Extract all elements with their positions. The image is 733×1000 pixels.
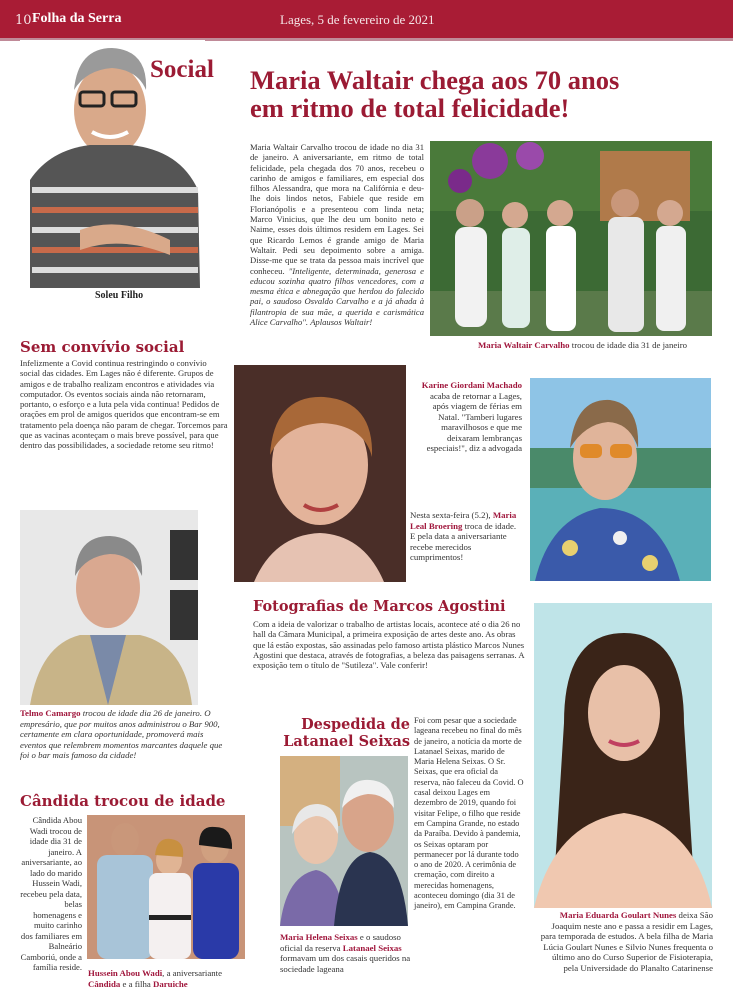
masthead: Folha da Serra xyxy=(32,11,122,26)
lead-body-text: Maria Waltair Carvalho trocou de idade no dia 31 de janeiro. A aniversariante, em ritmo de total felicidade, pela chegada dos 70 anos, recebeu o carinho de amigos e familiares, em especial dos filhos Alessandra, que mora na Califórnia e deu-lhe dois lindos netos, Fabiele que reside em Florianópolis e a presenteou com linda neta; Marco Vinicius, que lhe deu um bonito neto e Naime, esses dois últimos residem em Lages. Sei que Ricardo Lemos é grande amigo de Maria Waltair. Pedi seu depoimento sobre a amiga. Disse-me que se trata da pessoa mais incrível que conheceu. xyxy=(250,142,424,276)
latanael-caption-text2: formavam um dos casais queridos na sociedade lageana xyxy=(280,953,411,974)
lead-quote: "Inteligente, determinada, generosa e educou sozinha quatro filhos vencedores, com a mesma ética e abnegação que herdou do falecido pai, o saudoso Osvaldo Carvalho e a já ahada à filantropia de sua mãe, a querida e carismática Alice Carvalho". xyxy=(250,265,424,328)
maria-leal-name: Maria Leal Broering xyxy=(410,510,517,531)
maria-leal-prefix: Nesta sexta-feira (5.2), xyxy=(410,510,493,520)
candida-photo xyxy=(87,815,245,959)
latanael-caption-name2: Latanael Seixas xyxy=(342,942,402,953)
maria-eduarda-body: deixa São Joaquim neste ano e passa a residir em Lages, para temporada de estudos. A bela filha de Maria Lúcia Goulart Nunes e Silvio Nunes frequenta o último ano do Curso Superior de Fisioterapia, pela Universidade do Planalto Catarinense xyxy=(540,910,713,973)
candida-body: Cândida Abou Wadi trocou de idade dia 31 de janeiro. A aniversariante, ao lado do marido Hussein Wadi, recebeu pela data, belas homenagens e muito carinho dos familiares em Balneário Camboriú, onde a família reside. xyxy=(20,815,82,972)
lead-caption-text: trocou de idade dia 31 de janeiro xyxy=(569,340,688,350)
lead-story-body xyxy=(250,142,424,327)
maria-eduarda-text xyxy=(538,910,713,973)
sem-convivio-body: Infelizmente a Covid continua restringindo o convívio social das cidades. Em Lages não é diferente. Grupos de amigos e de trabalho realizam encontros e atividades via computador. Os eventos sociais ainda não retornaram, portanto, o esforço e a luta pela vida continua! Pedidos de orações em prol de amigos queridos que encontram-se em tratamento pela doença não param de chegar. Torcemos para que as vacinas aconteçam o mais breve possível, para que dentro das possibilidades, a sociedade retome seu ritmo! xyxy=(20,358,228,451)
latanael-caption-text1: e o saudoso oficial da reserva xyxy=(280,932,401,953)
marcos-body: Com a ideia de valorizar o trabalho de artistas locais, acontece até o dia 26 no hall da Câmara Municipal, a primeira exposição de artes deste ano. As obras que lá estão expostas, são assinadas pelo famoso artista plástico Marcos Nunes Agostini que destaca, através de fotografias, a beleza das paisagens serranas. A exposição tem o título de "Sutileza". Vale conferir! xyxy=(253,619,525,671)
latanael-body: Foi com pesar que a sociedade lageana recebeu no final do mês de janeiro, a notícia da morte de Latanael Seixas, marido de Maria Helena Seixas. O Sr. Seixas, que era oficial da reserva, não faleceu da Covid. O casal deixou Lages em dezembro de 2019, quando foi visitar Felipe, o filho que reside em Campina Grande, no estado da Paraíba. Devido à pandemia, os Seixas optaram por permanecer por lá durante todo o ano de 2020. A cerimônia de cremação, com direito a merecidas homenagens, aconteceu domingo (dia 31 de janeiro), em Campina Grande. xyxy=(414,716,524,911)
maria-leal-text xyxy=(410,510,522,563)
marcos-title: Fotografias de Marcos Agostini xyxy=(253,598,506,615)
karine-name: Karine Giordani Machado xyxy=(421,380,522,390)
telmo-name: Telmo Camargo xyxy=(20,708,81,718)
maria-eduarda-photo xyxy=(534,603,712,908)
latanael-title xyxy=(280,716,410,750)
latanael-photo xyxy=(280,756,408,926)
candida-caption-text2: e a filha xyxy=(120,978,154,989)
lead-headline xyxy=(250,66,619,122)
lead-photo-caption xyxy=(478,340,718,351)
telmo-body: trocou de idade dia 26 de janeiro. O empresário, que por muitos anos administrou o Bar 900, certamente em clara oportunidade, promoverá mais eventos que relembrem momentos marcantes daquele que foi o bar mais famoso da cidade! xyxy=(20,708,223,760)
dateline: Lages, 5 de fevereiro de 2021 xyxy=(280,12,435,27)
lead-closing: Aplausos Waltair! xyxy=(310,317,373,328)
candida-caption xyxy=(88,968,248,989)
maria-leal-photo xyxy=(234,365,406,582)
karine-body: acaba de retornar a Lages, após viagem de férias em Natal. "Tamberi lugares maravilhosos e que me deixaram lembranças especiais!", diz a advogada xyxy=(426,390,522,453)
columnist-name: Soleu Filho xyxy=(95,290,144,301)
sem-convivio-title: Sem convívio social xyxy=(20,338,185,356)
candida-caption-text1: , a aniversariante xyxy=(162,968,223,978)
telmo-text xyxy=(20,708,230,761)
candida-title: Cândida trocou de idade xyxy=(20,792,226,810)
lead-caption-name: Maria Waltair Carvalho xyxy=(478,340,570,350)
latanael-caption xyxy=(280,932,415,974)
maria-eduarda-name: Maria Eduarda Goulart Nunes xyxy=(559,910,677,920)
lead-photo xyxy=(430,141,712,336)
maria-leal-body: troca de idade. E pela data a aniversariante recebe merecidos cumprimentos! xyxy=(410,520,517,562)
telmo-photo xyxy=(20,510,198,705)
latanael-caption-name1: Maria Helena Seixas xyxy=(280,932,358,942)
lead-headline-line2: em ritmo de total felicidade! xyxy=(250,93,570,123)
section-label: Social xyxy=(150,56,214,83)
candida-caption-name1: Hussein Abou Wadi xyxy=(88,968,163,978)
lead-headline-line1: Maria Waltair chega aos 70 anos xyxy=(250,65,620,95)
page-header-bar xyxy=(0,0,733,38)
latanael-title-line2: Latanael Seixas xyxy=(283,733,410,750)
karine-photo xyxy=(530,378,711,581)
latanael-title-line1: Despedida de xyxy=(301,716,410,733)
page-number: 10 xyxy=(15,13,32,28)
karine-text xyxy=(415,380,522,454)
candida-caption-name3: Daruiche xyxy=(153,978,188,989)
candida-caption-name2: Cândida xyxy=(88,978,121,989)
